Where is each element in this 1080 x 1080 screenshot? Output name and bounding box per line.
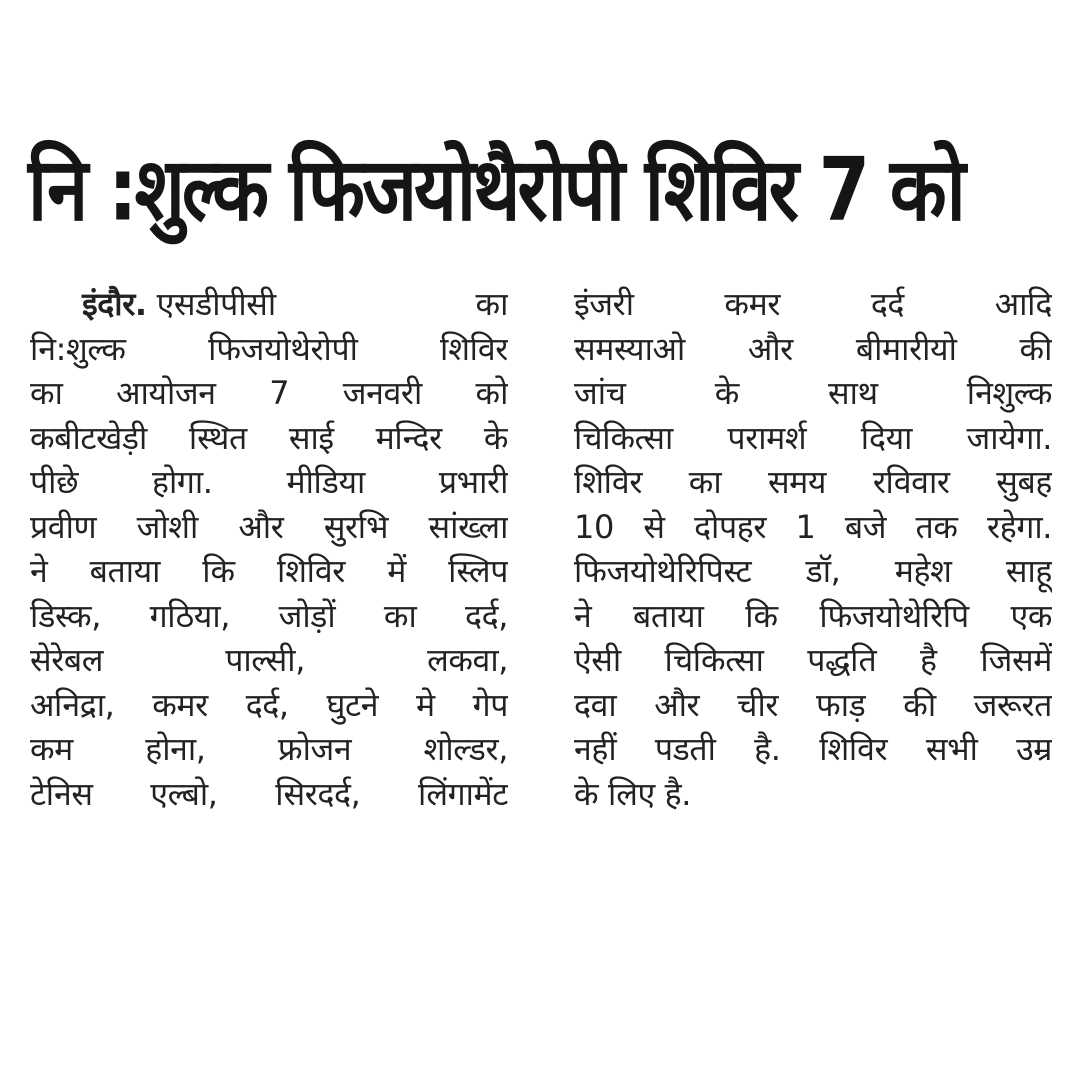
article-line: सेरेबल पाल्सी, लकवा, bbox=[30, 641, 508, 679]
article-line: पीछे होगा. मीडिया प्रभारी bbox=[30, 463, 508, 501]
article-line: फिजयोथेरिपिस्ट डॉ, महेश साहू bbox=[574, 552, 1052, 590]
article-line: प्रवीण जोशी और सुरभि सांख्ला bbox=[30, 507, 508, 546]
article-line: टेनिस एल्बो, सिरदर्द, लिंगामेंट bbox=[30, 774, 508, 813]
article-line: 10 से दोपहर 1 बजे तक रहेगा. bbox=[574, 507, 1052, 546]
article-line: अनिद्रा, कमर दर्द, घुटने मे गेप bbox=[30, 685, 508, 724]
article-line: कम होना, फ्रोजन शोल्डर, bbox=[30, 730, 508, 768]
article-line: ने बताया कि फिजयोथेरिपि एक bbox=[574, 596, 1052, 635]
article-line: समस्याओ और बीमारीयो की bbox=[574, 329, 1052, 368]
article-line: का आयोजन 7 जनवरी को bbox=[30, 374, 508, 412]
dateline: इंदौर. bbox=[82, 285, 147, 323]
article-line: इंजरी कमर दर्द आदि bbox=[574, 285, 1052, 323]
article-line: ने बताया कि शिविर में स्लिप bbox=[30, 552, 508, 590]
article-line: नि:शुल्क फिजयोथेरोपी शिविर bbox=[30, 329, 508, 368]
article-line: इंदौर. एसडीपीसी का bbox=[82, 285, 508, 323]
article-line: नहीं पडती है. शिविर सभी उम्र bbox=[574, 730, 1052, 768]
article-line: जांच के साथ निशुल्क bbox=[574, 374, 1052, 412]
article-column-left bbox=[30, 282, 508, 816]
article-line: चिकित्सा परामर्श दिया जायेगा. bbox=[574, 418, 1052, 457]
article-line: शिविर का समय रविवार सुबह bbox=[574, 463, 1052, 501]
headline: नि :शुल्क फिजयोथैरोपी शिविर 7 को bbox=[28, 139, 963, 241]
article-line: डिस्क, गठिया, जोड़ों का दर्द, bbox=[30, 596, 508, 635]
article-line: दवा और चीर फाड़ की जरूरत bbox=[574, 685, 1052, 724]
article-line: ऐसी चिकित्सा पद्धति है जिसमें bbox=[574, 641, 1052, 679]
article-line: के लिए है. bbox=[574, 774, 691, 813]
article-column-right bbox=[574, 282, 1052, 816]
article-line: कबीटखेड़ी स्थित साई मन्दिर के bbox=[30, 418, 508, 457]
